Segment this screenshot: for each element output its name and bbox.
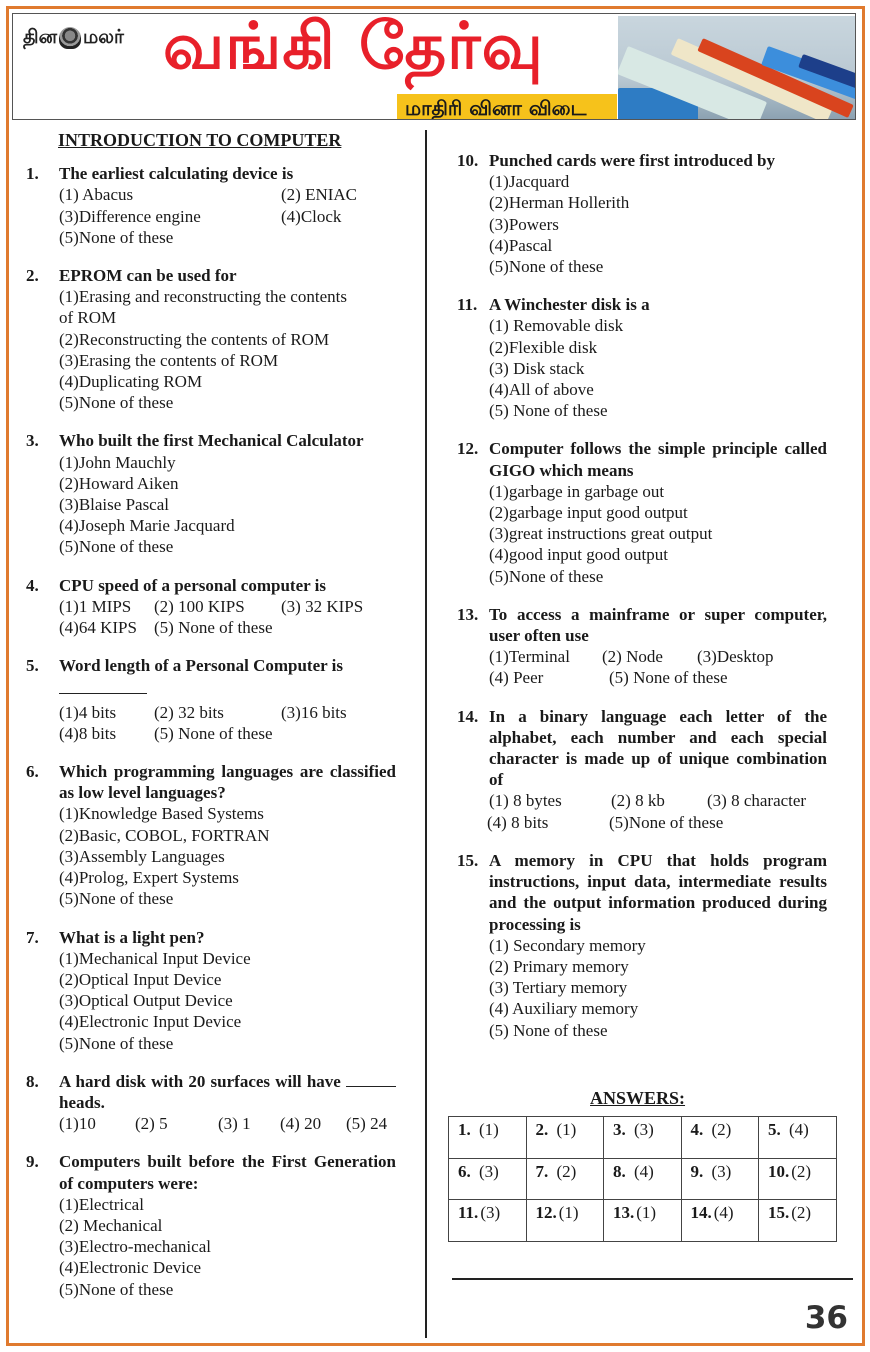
answer-option: (1) <box>558 1203 579 1222</box>
option: (3)Blaise Pascal <box>59 495 169 515</box>
option: (1)Terminal <box>489 647 570 667</box>
option: (1)Erasing and reconstructing the contents <box>59 287 347 307</box>
question-13 <box>457 604 827 689</box>
answer-option: (1) <box>479 1120 499 1139</box>
option: (3)Electro-mechanical <box>59 1237 211 1257</box>
answer-cell <box>759 1117 837 1159</box>
question-number: 14. <box>457 706 479 726</box>
answer-cell <box>759 1158 837 1200</box>
answer-cell <box>604 1158 682 1200</box>
answer-option: (4) <box>634 1161 654 1181</box>
option: (1)Mechanical Input Device <box>59 948 251 968</box>
option: (3) Tertiary memory <box>489 978 628 998</box>
answer-option: (3) <box>480 1203 501 1222</box>
question-text: In a binary language each letter of the alphabet, each number and each special character is made up of unique combination of <box>489 706 827 790</box>
question-number: 9. <box>26 1152 39 1172</box>
answers-row <box>449 1200 837 1242</box>
option: (2)Flexible disk <box>489 337 598 357</box>
option: (3)Assembly Languages <box>59 846 225 866</box>
option: (1)4 bits <box>59 702 117 722</box>
option: (5)None of these <box>609 812 724 832</box>
answer-cell <box>526 1117 604 1159</box>
option: (4)All of above <box>489 380 594 400</box>
question-text: The earliest calculating device is <box>59 164 294 184</box>
option: (4)Clock <box>281 206 342 226</box>
answer-question-number: 7. <box>535 1161 549 1181</box>
answer-question-number: 9. <box>690 1161 704 1181</box>
option: (4)64 KIPS <box>59 618 137 638</box>
option: (3) 8 character <box>707 791 807 811</box>
question-9 <box>26 1151 396 1299</box>
question-number: 8. <box>26 1071 39 1091</box>
answer-option: (4) <box>713 1203 734 1222</box>
option: (5)None of these <box>59 889 174 909</box>
question-number: 15. <box>457 850 479 870</box>
option: (5) None of these <box>154 723 273 743</box>
option: (1) Removable disk <box>489 316 624 336</box>
answer-option: (4) <box>789 1120 809 1139</box>
question-10 <box>457 150 827 277</box>
option: (2)Optical Input Device <box>59 969 222 989</box>
answer-question-number: 4. <box>690 1120 704 1139</box>
answer-option: (3) <box>711 1161 732 1181</box>
option: (2)Reconstructing the contents of ROM <box>59 329 330 349</box>
answer-question-number: 8. <box>613 1161 626 1181</box>
option: (1) Secondary memory <box>489 935 646 955</box>
option: (5)None of these <box>489 257 604 277</box>
question-text: A memory in CPU that holds program instructions, input data, intermediate results and the output information produced during processing is <box>489 850 827 934</box>
question-7 <box>26 927 396 1054</box>
column-divider <box>425 130 427 1338</box>
option: (1)garbage in garbage out <box>489 481 665 501</box>
question-number: 3. <box>26 431 39 451</box>
answer-option: (2) <box>711 1120 732 1139</box>
option: (5) None of these <box>609 668 728 688</box>
answer-blank <box>59 676 147 694</box>
option: (5)None of these <box>59 537 174 557</box>
question-number: 11. <box>457 295 478 315</box>
question-text: Computer follows the simple principle called GIGO which means <box>489 439 827 480</box>
question-3 <box>26 430 396 557</box>
option: (2) 100 KIPS <box>154 596 245 616</box>
question-2 <box>26 265 396 413</box>
question-text: Word length of a Personal Computer is <box>59 656 343 676</box>
question-text: EPROM can be used for <box>59 266 237 286</box>
answer-question-number: 3. <box>613 1120 626 1139</box>
answer-question-number: 10. <box>768 1161 790 1181</box>
page-number: 36 <box>804 1300 848 1336</box>
answers-table <box>448 1116 837 1242</box>
answer-question-number: 12. <box>535 1203 557 1222</box>
question-1 <box>26 163 396 248</box>
answer-cell <box>526 1158 604 1200</box>
option: (3)Optical Output Device <box>59 991 233 1011</box>
answer-cell <box>681 1200 759 1242</box>
footer-rule <box>452 1278 853 1280</box>
answer-question-number: 13. <box>613 1203 635 1222</box>
answer-option: (1) <box>636 1203 657 1222</box>
answer-question-number: 5. <box>768 1120 781 1139</box>
option: (2)garbage input good output <box>489 503 688 523</box>
answer-option: (2) <box>791 1161 812 1181</box>
answer-question-number: 11. <box>458 1203 479 1222</box>
option: (3) 1 <box>218 1114 251 1134</box>
lotus-emblem-icon <box>59 27 81 49</box>
option: (2)Herman Hollerith <box>489 193 630 213</box>
option: (5)None of these <box>59 227 174 247</box>
left-column <box>26 128 396 1317</box>
option: (2) ENIAC <box>281 185 358 205</box>
option: (2) 32 bits <box>154 702 224 722</box>
books-photo <box>618 16 855 120</box>
question-number: 13. <box>457 604 479 624</box>
option: (5)None of these <box>489 566 604 586</box>
answer-option: (3) <box>634 1120 654 1139</box>
question-11 <box>457 294 827 421</box>
option: (3)Difference engine <box>59 206 201 226</box>
subtitle-banner <box>397 94 617 120</box>
question-text: Punched cards were first introduced by <box>489 151 776 170</box>
option: (4)8 bits <box>59 723 117 743</box>
option: (2) Primary memory <box>489 956 629 976</box>
question-number: 2. <box>26 266 39 286</box>
option: (4)Electronic Device <box>59 1258 202 1278</box>
option: (5) None of these <box>489 401 608 421</box>
option: (3) Disk stack <box>489 358 585 378</box>
section-title: INTRODUCTION TO COMPUTER <box>58 130 342 150</box>
option: (1)Knowledge Based Systems <box>59 804 264 824</box>
question-text: To access a mainframe or super computer, user often use <box>489 604 827 646</box>
option: (1)1 MIPS <box>59 596 132 616</box>
question-8 <box>26 1071 396 1135</box>
option: (4) 8 bits <box>487 812 549 832</box>
dinamalar-logo <box>23 20 124 56</box>
option: (4)Joseph Marie Jacquard <box>59 516 235 536</box>
question-text: Computers built before the First Generation of computers were: <box>59 1152 396 1193</box>
question-5 <box>26 655 396 744</box>
option: (5) 24 <box>346 1114 388 1134</box>
right-column <box>457 150 827 1058</box>
option: (4)good input good output <box>489 545 668 565</box>
answer-blank <box>346 1072 396 1087</box>
option: (5)None of these <box>59 393 174 413</box>
subtitle-text: மாதிரி வினா விடை <box>405 95 587 120</box>
answer-cell <box>604 1117 682 1159</box>
question-text <box>59 1071 396 1113</box>
answers-title: ANSWERS: <box>590 1088 686 1108</box>
question-number: 1. <box>26 164 39 184</box>
option: (2)Howard Aiken <box>59 473 179 493</box>
option: (2) 8 kb <box>611 791 665 811</box>
page-title: வங்கி தேர்வு <box>163 13 544 84</box>
answer-cell <box>526 1200 604 1242</box>
question-4 <box>26 575 396 639</box>
masthead <box>12 13 856 120</box>
answer-cell <box>449 1117 527 1159</box>
answer-question-number: 2. <box>535 1120 549 1139</box>
option: (1) Abacus <box>59 185 134 205</box>
option: (4) Peer <box>489 668 544 688</box>
option: (5)None of these <box>59 1033 174 1053</box>
answer-cell <box>604 1200 682 1242</box>
question-number: 12. <box>457 439 479 459</box>
question-text: What is a light pen? <box>59 927 205 947</box>
logo-text-left: தின <box>23 25 57 48</box>
option: (4)Duplicating ROM <box>59 372 203 392</box>
answer-cell <box>449 1200 527 1242</box>
answer-question-number: 14. <box>690 1203 712 1222</box>
question-15 <box>457 850 827 1041</box>
option: (3)Powers <box>489 214 559 234</box>
question-14 <box>457 706 827 833</box>
option: (2) Mechanical <box>59 1215 163 1235</box>
option: (1)10 <box>59 1114 96 1134</box>
answers-row <box>449 1158 837 1200</box>
option: (2)Basic, COBOL, FORTRAN <box>59 825 270 845</box>
option: (4)Pascal <box>489 235 553 255</box>
question-number: 5. <box>26 656 39 676</box>
option: (1)Electrical <box>59 1194 144 1214</box>
option: (5)None of these <box>59 1279 174 1299</box>
answer-question-number: 6. <box>458 1161 471 1181</box>
option: (4) Auxiliary memory <box>489 999 639 1019</box>
answer-cell <box>681 1117 759 1159</box>
answer-cell <box>759 1200 837 1242</box>
option: (4)Prolog, Expert Systems <box>59 868 239 888</box>
question-number: 6. <box>26 762 39 782</box>
answers-row <box>449 1117 837 1159</box>
option: (3) 32 KIPS <box>281 596 364 616</box>
answer-cell <box>449 1158 527 1200</box>
option: (4)Electronic Input Device <box>59 1012 242 1032</box>
option: (2) 5 <box>135 1114 168 1134</box>
option: (3)great instructions great output <box>489 524 713 544</box>
question-text-part1: A hard disk with 20 surfaces will have <box>59 1071 341 1091</box>
question-text: Which programming languages are classified as low level languages? <box>59 762 396 803</box>
question-text: Who built the first Mechanical Calculator <box>59 431 364 451</box>
option: (5) None of these <box>489 1020 608 1040</box>
option: (1)Jacquard <box>489 172 570 192</box>
question-number: 10. <box>457 151 479 170</box>
answer-option: (2) <box>791 1203 812 1222</box>
option: (3)16 bits <box>281 702 347 722</box>
logo-text-right: மலர் <box>83 25 124 48</box>
option: (3)Desktop <box>697 647 774 667</box>
question-number: 4. <box>26 575 39 595</box>
question-number: 7. <box>26 927 39 947</box>
option: (1) 8 bytes <box>489 791 562 811</box>
option: (5) None of these <box>154 618 273 638</box>
answer-question-number: 15. <box>768 1203 790 1222</box>
question-12 <box>457 438 827 586</box>
answer-option: (3) <box>479 1161 499 1181</box>
question-text-part2: heads. <box>59 1092 105 1112</box>
option: (3)Erasing the contents of ROM <box>59 350 279 370</box>
answer-option: (1) <box>556 1120 577 1139</box>
question-text: A Winchester disk is a <box>489 295 650 315</box>
option: of ROM <box>59 308 117 328</box>
option: (4) 20 <box>280 1114 322 1134</box>
question-6 <box>26 761 396 909</box>
answer-question-number: 1. <box>458 1120 471 1139</box>
option: (1)John Mauchly <box>59 452 176 472</box>
question-text: CPU speed of a personal computer is <box>59 575 326 595</box>
option: (2) Node <box>602 647 663 667</box>
answer-cell <box>681 1158 759 1200</box>
answer-option: (2) <box>556 1161 577 1181</box>
